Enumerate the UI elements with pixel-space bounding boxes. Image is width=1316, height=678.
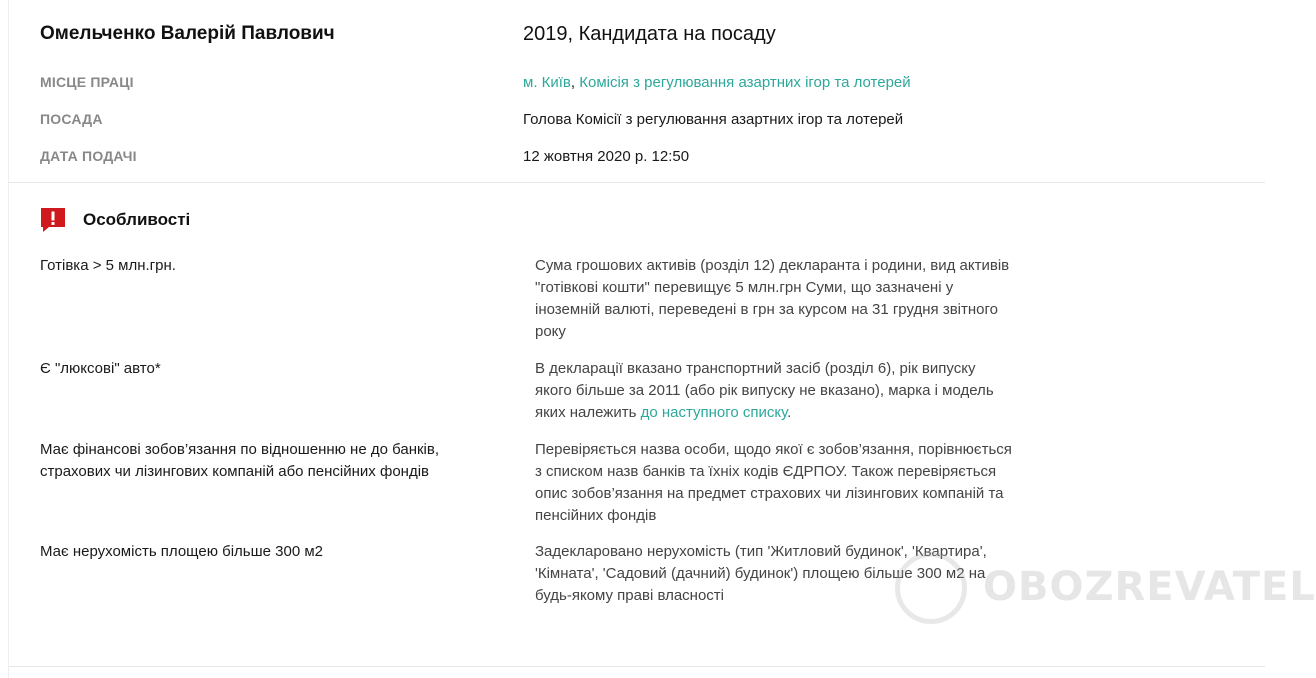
feature-description-end: . — [787, 404, 792, 421]
submitted-value: 12 жовтня 2020 р. 12:50 — [523, 148, 690, 165]
watermark-text: OBOZREVATEL — [983, 564, 1316, 610]
obozrevatel-watermark — [895, 550, 1316, 630]
alert-icon — [40, 207, 66, 233]
feature-description-text: В декларації вказано транспортний засіб (розділ 6), рік випуску якого більше за 2011 (або рік випуску не вказано), марка і модель яких належить — [535, 360, 994, 421]
submitted-label: ДАТА ПОДАЧІ — [40, 148, 137, 164]
feature-label: Готівка > 5 млн.грн. — [40, 257, 176, 274]
position-value: Голова Комісії з регулювання азартних ігор та лотерей — [523, 111, 904, 128]
workplace-label: МІСЦЕ ПРАЦІ — [40, 74, 134, 90]
feature-label: Має фінансові зобов’язання по відношенню не до банків, страхових чи лізингових компаній або пенсійних фондів — [40, 441, 440, 480]
workplace-city-link[interactable]: м. Київ — [523, 74, 571, 91]
features-title: Особливості — [83, 210, 191, 229]
feature-description: Задекларовано нерухомість (тип 'Житловий будинок', 'Квартира', 'Кімната', 'Садовий (дачний) будинок') площею більше 300 м2 на будь-якому праві власності — [535, 543, 987, 604]
feature-description — [535, 358, 1015, 424]
workplace-separator: , — [570, 74, 580, 91]
feature-label: Є "люксові" авто* — [40, 360, 161, 377]
luxury-list-link[interactable]: до наступного списку — [640, 404, 788, 421]
position-label: ПОСАДА — [40, 111, 103, 127]
workplace-organization-link[interactable]: Комісія з регулювання азартних ігор та лотерей — [579, 74, 911, 91]
watermark-logo-icon — [895, 552, 967, 624]
feature-description: Сума грошових активів (розділ 12) декларанта і родини, вид активів "готівкові кошти" перевищує 5 млн.грн Суми, що зазначені у іноземній валюті, переведені в грн за курсом на 31 грудня звітного року — [535, 257, 1010, 340]
workplace-value — [523, 74, 911, 91]
section-divider — [9, 666, 1265, 667]
feature-description: Перевіряється назва особи, щодо якої є зобов’язання, порівнюється з списком назв банків та їхніх кодів ЄДРПОУ. Також перевіряється опис зобов’язання на предмет страхових чи лізингових компаній та пенсійних фондів — [535, 441, 1012, 524]
declaration-header — [9, 0, 1265, 183]
declaration-title: 2019, Кандидата на посаду — [523, 23, 776, 45]
feature-label: Має нерухомість площею більше 300 м2 — [40, 543, 324, 560]
declarant-name: Омельченко Валерій Павлович — [40, 23, 335, 44]
